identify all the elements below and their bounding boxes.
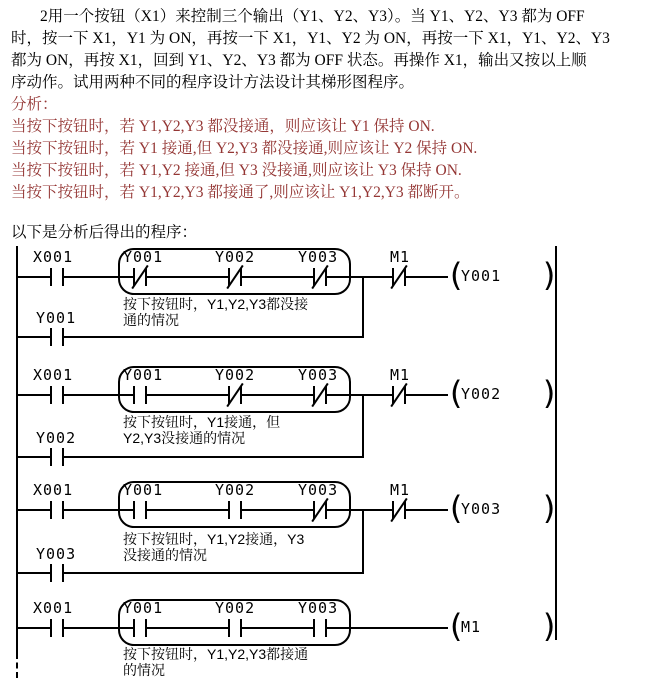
series-contact-label: M1 <box>390 481 411 499</box>
branch-contact-label: Y003 <box>36 545 77 563</box>
contact-y002-no <box>228 501 242 519</box>
series-contact-label: M1 <box>390 366 411 384</box>
rung-comment-line: 的情况 <box>123 662 165 678</box>
contact-x001-no <box>50 268 64 286</box>
coil-label: M1 <box>461 618 482 636</box>
branch-join-wire <box>362 394 364 458</box>
group-contact-label: Y003 <box>298 366 339 384</box>
input-contact-label: X001 <box>33 481 74 499</box>
contact-y001-no <box>133 386 147 404</box>
group-contact-label: Y001 <box>123 366 164 384</box>
rung-comment-line: 按下按钮时，Y1,Y2,Y3都接通 <box>123 646 309 662</box>
contact-y001-nc <box>133 268 147 286</box>
branch-contact-y002-no <box>50 448 64 466</box>
branch-contact-y001-no <box>50 328 64 346</box>
group-contact-label: Y003 <box>298 481 339 499</box>
contact-y003-nc <box>313 386 327 404</box>
contact-m1-nc <box>392 268 406 286</box>
group-contact-label: Y003 <box>298 599 339 617</box>
branch-contact-label: Y001 <box>36 309 77 327</box>
contact-x001-no <box>50 386 64 404</box>
wire <box>17 627 50 629</box>
coil-label: Y003 <box>461 500 502 518</box>
group-contact-label: Y002 <box>215 366 256 384</box>
right-power-rail <box>555 246 557 640</box>
coil-open-paren: ( <box>446 607 466 645</box>
left-power-rail-continuation <box>16 653 18 678</box>
rung-comment-line: 通的情况 <box>123 312 179 328</box>
rung-comment <box>123 414 280 446</box>
rung-comment-line: Y2,Y3没接通的情况 <box>123 430 246 446</box>
rung-comment-line: 按下按钮时，Y1,Y2,Y3都没接 <box>123 296 309 312</box>
wire <box>406 509 448 511</box>
rung-comment <box>123 296 308 328</box>
input-contact-label: X001 <box>33 248 74 266</box>
problem-line-1: 2用一个按钮（X1）来控制三个输出（Y1、Y2、Y3）。当 Y1、Y2、Y3 都为 OFF <box>40 8 585 25</box>
wire <box>406 276 448 278</box>
contact-y003-nc <box>313 501 327 519</box>
contact-y003-nc <box>313 268 327 286</box>
group-contact-label: Y003 <box>298 248 339 266</box>
coil-close-paren: ) <box>540 489 560 527</box>
input-contact-label: X001 <box>33 366 74 384</box>
wire <box>17 456 50 458</box>
contact-y001-no <box>133 619 147 637</box>
analysis-line-2: 当按下按钮时，若 Y1 接通,但 Y2,Y3 都没接通,则应该让 Y2 保持 ON. <box>11 140 478 157</box>
analysis-line-3: 当按下按钮时，若 Y1,Y2 接通,但 Y3 没接通,则应该让 Y3 保持 ON. <box>11 162 462 179</box>
program-intro: 以下是分析后得出的程序： <box>11 224 198 241</box>
analysis-line-4: 当按下按钮时，若 Y1,Y2,Y3 都接通了,则应该让 Y1,Y2,Y3 都断开。 <box>11 184 470 201</box>
group-contact-label: Y002 <box>215 248 256 266</box>
contact-y002-nc <box>228 268 242 286</box>
wire <box>64 336 364 338</box>
input-contact-label: X001 <box>33 599 74 617</box>
contact-y003-no <box>313 619 327 637</box>
rung-comment <box>123 531 304 563</box>
wire <box>64 456 364 458</box>
branch-join-wire <box>362 276 364 338</box>
coil-label: Y002 <box>461 385 502 403</box>
group-contact-label: Y001 <box>123 599 164 617</box>
coil-open-paren: ( <box>446 256 466 294</box>
coil-close-paren: ) <box>540 374 560 412</box>
contact-m1-nc <box>392 386 406 404</box>
contact-y001-no <box>133 501 147 519</box>
wire <box>17 509 50 511</box>
contact-m1-nc <box>392 501 406 519</box>
problem-line-3: 都为 ON，再按 X1，回到 Y1、Y2、Y3 都为 OFF 状态。再操作 X1，输出又按以上顺 <box>11 52 587 69</box>
coil-label: Y001 <box>461 267 502 285</box>
rung-comment-line: 没接通的情况 <box>123 547 207 563</box>
contact-x001-no <box>50 619 64 637</box>
wire <box>17 394 50 396</box>
branch-join-wire <box>362 509 364 574</box>
group-contact-label: Y002 <box>215 481 256 499</box>
coil-close-paren: ) <box>540 256 560 294</box>
wire <box>17 336 50 338</box>
analysis-line-1: 当按下按钮时，若 Y1,Y2,Y3 都没接通，则应该让 Y1 保持 ON. <box>11 118 435 135</box>
wire <box>406 394 448 396</box>
contact-y002-no <box>228 619 242 637</box>
group-contact-label: Y001 <box>123 481 164 499</box>
problem-line-4: 序动作。试用两种不同的程序设计方法设计其梯形图程序。 <box>11 74 415 91</box>
analysis-heading: 分析： <box>11 96 58 113</box>
wire <box>17 276 50 278</box>
branch-contact-y003-no <box>50 564 64 582</box>
rung-comment-line: 按下按钮时，Y1接通，但 <box>123 414 281 430</box>
group-contact-label: Y002 <box>215 599 256 617</box>
left-power-rail <box>16 246 18 653</box>
rung-comment <box>123 646 308 678</box>
wire <box>17 572 50 574</box>
contact-y002-nc <box>228 386 242 404</box>
group-contact-label: Y001 <box>123 248 164 266</box>
wire <box>64 572 364 574</box>
contact-x001-no <box>50 501 64 519</box>
series-contact-label: M1 <box>390 248 411 266</box>
rung-comment-line: 按下按钮时，Y1,Y2接通，Y3 <box>123 531 305 547</box>
branch-contact-label: Y002 <box>36 429 77 447</box>
problem-line-2: 时，按一下 X1，Y1 为 ON，再按一下 X1，Y1、Y2 为 ON，再按一下 X1，Y1、Y2、Y3 <box>11 30 610 47</box>
coil-close-paren: ) <box>540 607 560 645</box>
coil-open-paren: ( <box>446 374 466 412</box>
coil-open-paren: ( <box>446 489 466 527</box>
